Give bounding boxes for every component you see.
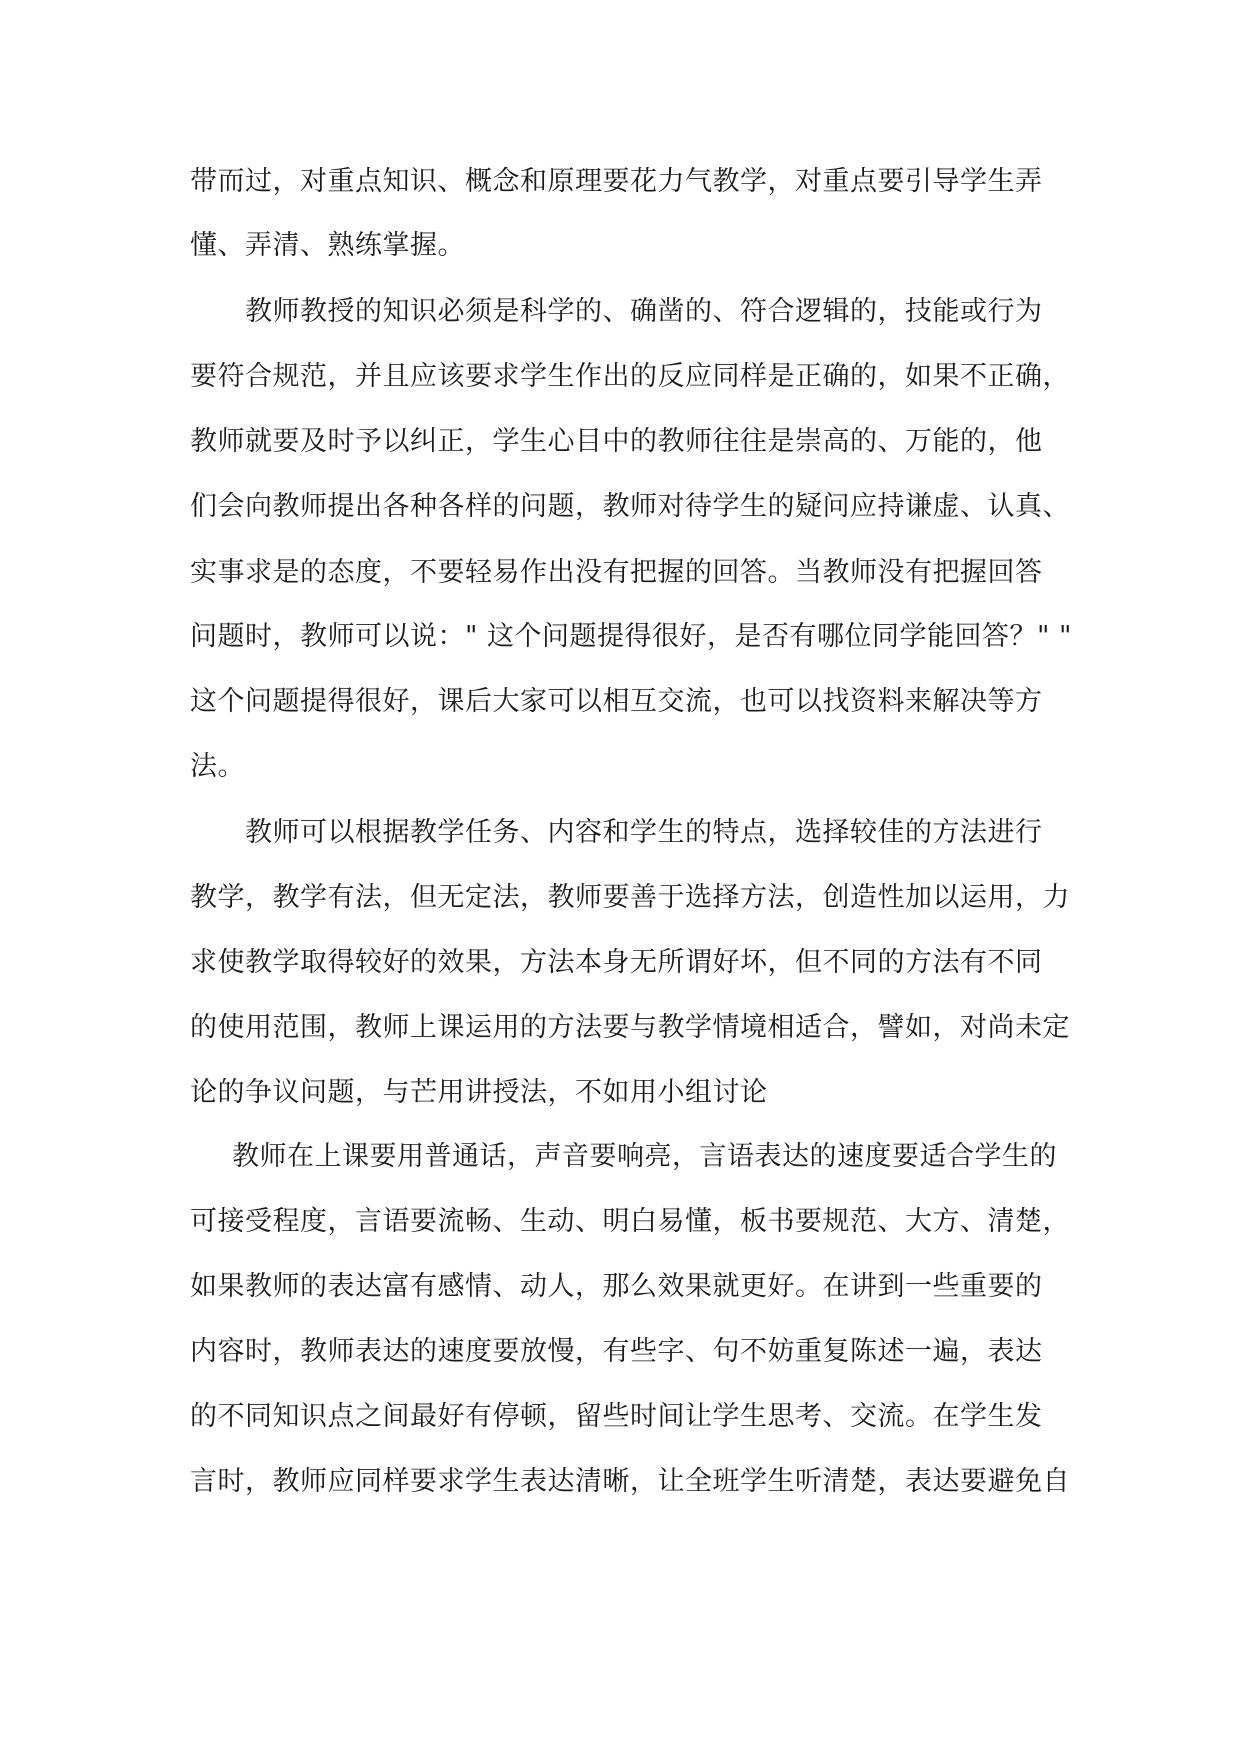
text-line: 可接受程度，言语要流畅、生动、明白易懂，板书要规范、大方、清楚，: [190, 1206, 1070, 1237]
text-line: 如果教师的表达富有感情、动人，那么效果就更好。在讲到一些重要的: [190, 1271, 1043, 1302]
text-line: 教学，教学有法，但无定法，教师要善于选择方法，创造性加以运用，力: [190, 882, 1070, 913]
text-line: 问题时，教师可以说：" 这个问题提得很好，是否有哪位同学能回答？" ": [190, 621, 1072, 652]
text-line: 要符合规范，并且应该要求学生作出的反应同样是正确的，如果不正确，: [190, 361, 1070, 392]
paragraph-start-line: 教师在上课要用普通话，声音要响亮，言语表达的速度要适合学生的: [232, 1141, 1057, 1172]
paragraph-start-line: 教师教授的知识必须是科学的、确凿的、符合逻辑的，技能或行为: [245, 296, 1043, 327]
text-line: 们会向教师提出各种各样的问题，教师对待学生的疑问应持谦虚、认真、: [190, 491, 1070, 522]
paragraph-start-line: 教师可以根据教学任务、内容和学生的特点，选择较佳的方法进行: [245, 817, 1043, 848]
text-line: 的使用范围，教师上课运用的方法要与教学情境相适合，譬如，对尚未定: [190, 1012, 1070, 1043]
text-line: 教师就要及时予以纠正，学生心目中的教师往往是崇高的、万能的，他: [190, 426, 1043, 457]
text-line: 懂、弄清、熟练掌握。: [190, 230, 465, 261]
text-line: 论的争议问题，与芒用讲授法，不如用小组讨论: [190, 1077, 768, 1108]
text-line: 的不同知识点之间最好有停顿，留些时间让学生思考、交流。在学生发: [190, 1401, 1043, 1432]
text-line: 实事求是的态度，不要轻易作出没有把握的回答。当教师没有把握回答: [190, 557, 1043, 588]
text-line: 带而过，对重点知识、概念和原理要花力气教学，对重点要引导学生弄: [190, 166, 1043, 197]
text-line: 内容时，教师表达的速度要放慢，有些字、句不妨重复陈述一遍，表达: [190, 1336, 1043, 1367]
text-line: 法。: [190, 751, 245, 782]
text-line: 这个问题提得很好，课后大家可以相互交流，也可以找资料来解决等方: [190, 686, 1043, 717]
text-line: 求使教学取得较好的效果，方法本身无所谓好坏，但不同的方法有不同: [190, 947, 1043, 978]
text-line: 言时，教师应同样要求学生表达清晰，让全班学生听清楚，表达要避免自: [190, 1466, 1070, 1497]
